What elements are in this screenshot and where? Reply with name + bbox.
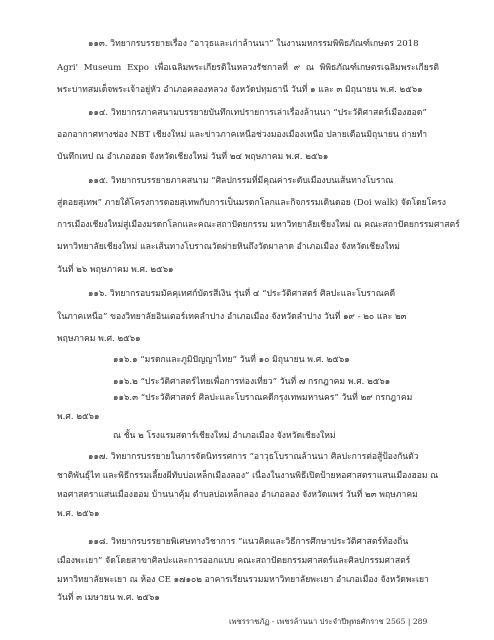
page-footer: เพชรราชภัฏ - เพชรล้านนา ประจำปีพุทธศักราช 2565 | 289 <box>229 617 428 626</box>
entry-114-line-2: ออกอากาศทางช่อง NBT เชียงใหม่ และข่าวภาคเหนือช่วงมองเมืองเหนือ ปลายเดือนมิถุนายน ถ่ายทำ <box>57 130 428 140</box>
entry-115-line-2: สู่ดอยสุเทพ” ภายใต้โครงการดอยสุเทพกับการเป็นมรดกโลกและกิจกรรมเดินดอย (Doi walk) จัดโดยโครง <box>57 198 446 208</box>
entry-118-line-3: มหาวิทยาลัยพะเยา ณ ห้อง CE ๑๗๑๐๒ อาคารเรียนรวมมหาวิทยาลัยพะเยา อำเภอเมือง จังหวัดพะเยา <box>57 575 429 585</box>
entry-113-line-1: ๑๑๓. วิทยากรบรรยายเรื่อง “อาวุธและเก่าล้านนา” ในงานมหกรรมพิพิธภัณฑ์เกษตร 2018 <box>88 39 419 49</box>
entry-115-line-4: มหาวิทยาลัยเชียงใหม่ และเส้นทางโบราณวัดผ่ายหินถึงวัดผาลาด อำเภอเมือง จังหวัดเชียงใหม่ <box>57 242 400 252</box>
entry-118-line-2: เมืองพะเยา” จัดโดยสาขาศิลปะและการออกแบบ คณะสถาปัตยกรรมศาสตร์และศิลปกรรมศาสตร์ <box>57 556 411 566</box>
entry-114-line-1: ๑๑๔. วิทยากรภาคสนามบรรยายบันทึกเทปรายการเล่าเรื่องล้านนา “ประวัติศาสตร์เมืองฮอด” <box>88 108 427 118</box>
entry-115-line-1: ๑๑๕. วิทยากรบรรยายภาคสนาม “ศิลปกรรมที่มีคุณค่าระดับเมืองบนเส้นทางโบราณ <box>88 176 394 186</box>
entry-118-line-1: ๑๑๘. วิทยากรบรรยายพิเศษทางวิชาการ “แนวคิดและวิธีการศึกษาประวัติศาสตร์ท้องถิ่น <box>88 537 409 547</box>
entry-116-subitem-3: ๑๑๖.๓ “ประวัติศาสตร์ ศิลปะและโบราณคดีกรุงเทพมหานคร” วันที่ ๒๙ กรกฎาคม <box>113 393 413 403</box>
entry-115-line-3: การเมืองเชียงใหม่สู่เมืองมรดกโลกและคณะสถาปัตยกรรม มหาวิทยาลัยเชียงใหม่ ณ คณะสถาปัตยกรรมศาสตร์ <box>57 220 460 230</box>
entry-117-line-3: หอศาสตราแสนเมืองฮอม บ้านนาคุ้ม ตำบลบ่อเหล็กลอง อำเภอลอง จังหวัดแพร่ วันที่ ๒๓ พฤษภาคม <box>57 490 418 500</box>
entry-117-line-4: พ.ศ. ๒๕๖๑ <box>57 509 100 519</box>
entry-113-line-3: พระบาทสมเด็จพระเจ้าอยู่หัว อำเภอคลองหลวง จังหวัดปทุมธานี วันที่ ๑ และ ๓ มิถุนายน พ.ศ. ๒๕๖๑ <box>57 85 423 95</box>
entry-117-line-2: ชาติพันธุ์ไท และพิธีกรรมเลี้ยงผีทับบ่อเหล็กเมืองลอง” เนื่องในงานพิธีเปิดป้ายหอศาสตราแสนเมืองฮอม ณ <box>57 471 439 481</box>
entry-115-line-5: วันที่ ๒๖ พฤษภาคม พ.ศ. ๒๕๖๑ <box>57 265 174 275</box>
entry-116-subitem-2: ๑๑๖.๒ “ประวัติศาสตร์ไทยเพื่อการท่องเที่ยว” วันที่ ๗ กรกฎาคม พ.ศ. ๒๕๖๑ <box>113 377 391 387</box>
entry-117-line-1: ๑๑๗. วิทยากรบรรยายในการจัดนิทรรศการ “อาวุธโบราณล้านนา ศิลปะการต่อสู้ป้องกันตัว <box>88 452 419 462</box>
entry-113-line-2: Agri' Museum Expo เพื่อเฉลิมพระเกียรติในหลวงรัชกาลที่ ๙ ณ พิพิธภัณฑ์เกษตรเฉลิมพระเกียรติ <box>57 63 439 73</box>
entry-116-continuation: พ.ศ. ๒๕๖๑ <box>57 412 100 422</box>
entry-116-line-2: ในภาคเหนือ” ของวิทยาลัยอินเตอร์เทคลำปาง อำเภอเมือง จังหวัดลำปาง วันที่ ๑๙ - ๒๐ และ ๒๓ <box>57 312 407 322</box>
entry-116-venue: ณ ชั้น ๒ โรงแรมสตาร์เชียงใหม่ อำเภอเมือง จังหวัดเชียงใหม่ <box>113 431 336 441</box>
entry-116-line-1: ๑๑๖. วิทยากรอบรมมัคคุเทศก์บัตรสีเงิน รุ่นที่ ๔ “ประวัติศาสตร์ ศิลปะและโบราณคดี <box>88 289 396 299</box>
entry-116-subitem-1: ๑๑๖.๑ “มรดกและภูมิปัญญาไทย” วันที่ ๑๐ มิถุนายน พ.ศ. ๒๕๖๑ <box>113 355 350 365</box>
entry-118-line-4: วันที่ ๓ เมษายน พ.ศ. ๒๕๖๑ <box>57 593 160 603</box>
entry-114-line-3: บันทึกเทป ณ อำเภอฮอด จังหวัดเชียงใหม่ วันที่ ๒๔ พฤษภาคม พ.ศ. ๒๕๖๑ <box>57 152 329 162</box>
entry-116-line-3: พฤษภาคม พ.ศ. ๒๕๖๑ <box>57 334 141 344</box>
